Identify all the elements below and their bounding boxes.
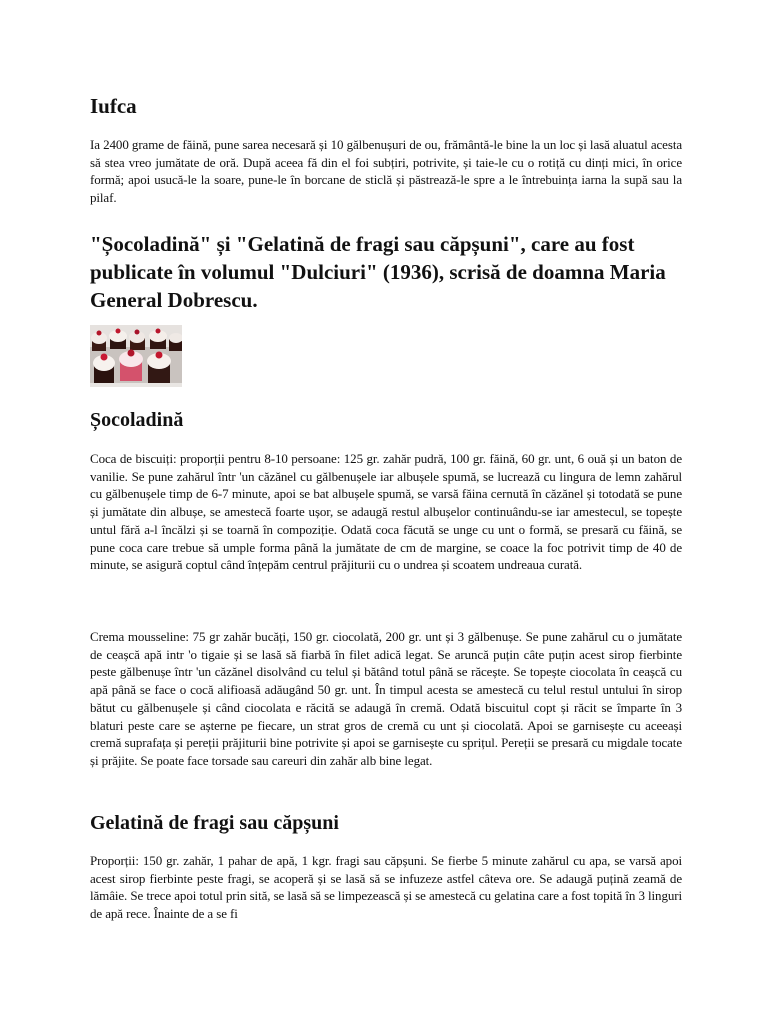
cupcakes-photo (90, 325, 182, 387)
heading-socoladina: Șocoladină (90, 409, 184, 431)
paragraph-iufca: Ia 2400 grame de făină, pune sarea necesară și 10 gălbenușuri de ou, frământă-le bine la un loc și lasă aluatul acesta să stea vreo jumătate de oră. După aceea fă din el foi subțiri, potrivite, și taie-le cu o rotiță cu dinți mici, în orice formă; apoi usucă-le la soare, pune-le în borcane de sticlă și păstrează-le spre a le întrebuința iarna la supă sau la pilaf. (90, 137, 682, 206)
heading-iufca: Iufca (90, 94, 137, 118)
heading-gelatina: Gelatină de fragi sau căpșuni (90, 812, 339, 834)
heading-intro: "Șocoladină" și "Gelatină de fragi sau căpșuni", care au fost publicate în volumul "Dulciuri" (1936), scrisă de doamna Maria General Dobrescu. (90, 232, 666, 312)
paragraph-coca: Coca de biscuiți: proporții pentru 8-10 persoane: 125 gr. zahăr pudră, 100 gr. făină, 60 gr. unt, 6 ouă și un baton de vanilie. Se pune zahărul într 'un căzănel cu gălbenușele iar albușele spumă, se lucrează cu lingura de lemn zahărul cu gălbenușele timp de 6-7 minute, apoi se bat albușele spumă, se varsă făina cernută în căzănel și totodată se pune și jumătate din albușe, se amestecă foarte ușor, se adaugă restul albușelor continuându-se iar amestecul, se topește untul fără a-l încălzi și se toarnă în compoziție. Odată coca făcută se unge cu unt o formă, se presară cu făină, se pune coca care trebue să umple forma până la jumătate de cm de margine, se coace la foc potrivit timp de 40 de minute, se asigură coptul când înțepăm centrul prăjiturii cu o undrea și scoatem undreaua curată. (90, 451, 682, 573)
paragraph-gelatina: Proporții: 150 gr. zahăr, 1 pahar de apă, 1 kgr. fragi sau căpșuni. Se fierbe 5 minute zahărul cu apa, se varsă apoi acest sirop fierbinte peste fragi, se acoperă și se lasă să se infuzeze astfel câteva ore. Se adaugă puțină zeamă de lămâie. Se trece apoi totul prin sită, se lasă să se limpezească și se amestecă cu gelatina care a fost topită în 3 linguri de apă rece. Înainte de a se fi (90, 853, 682, 922)
paragraph-crema: Crema mousseline: 75 gr zahăr bucăți, 150 gr. ciocolată, 200 gr. unt și 3 gălbenușe. Se pune zahărul cu o jumătate de ceașcă apă intr 'o tigaie și se lasă să fiarbă în filet adică legat. Se aruncă puțin câte puțin acest sirop fierbinte peste gălbenușe într 'un căzănel disolvând cu telul și bătând totul până se răcește. Se topește ciocolata în ceașcă cu apă până se face o cocă alifioasă adăugând 50 gr. unt. În timpul acesta se amestecă cu telul restul untului în sirop bătut cu gălbenușele și când ciocolata e răcită se adaugă în cremă. Odată biscuitul copt și răcit se împarte în 3 blaturi peste care se așterne pe fiecare, un strat gros de cremă cu unt și ciocolată. Apoi se garnisește cu aceeași cremă suprafața și pereții prăjiturii bine potrivite și apoi se garnisește cu sprițul. Pereții se presară cu migdale tocate și prăjite. Se poate face torsade sau careuri din zahăr alb bine legat. (90, 629, 682, 768)
